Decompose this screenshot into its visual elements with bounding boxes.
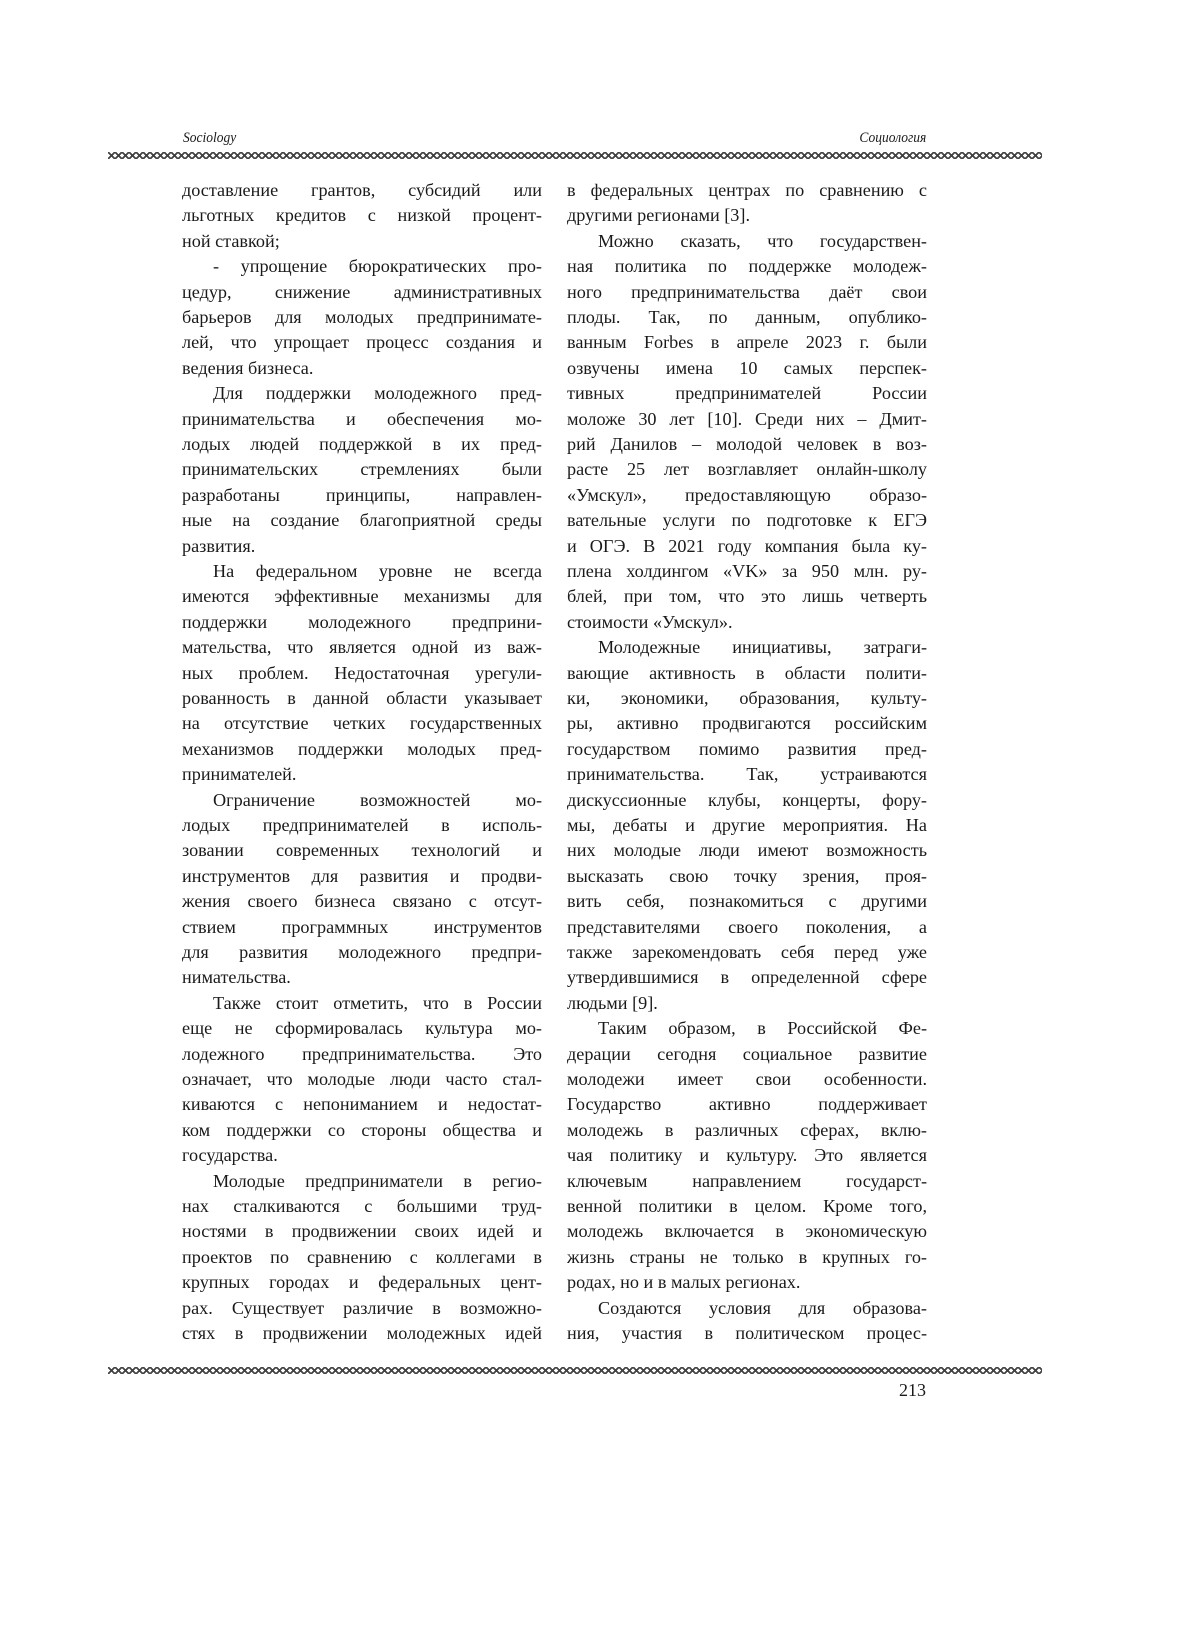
text-line: дискуссионные клубы, концерты, фору- (567, 788, 927, 813)
text-line: Можно сказать, что государствен- (567, 229, 927, 254)
text-line: в федеральных центрах по сравнению с (567, 178, 927, 203)
text-line: венной политики в целом. Кроме того, (567, 1194, 927, 1219)
text-line: молодежь включается в экономическую (567, 1219, 927, 1244)
text-line: цедур, снижение административных (182, 280, 542, 305)
text-line: родах, но и в малых регионах. (567, 1270, 927, 1295)
text-line: ки, экономики, образования, культу- (567, 686, 927, 711)
text-line: тивных предпринимателей России (567, 381, 927, 406)
text-line: для развития молодежного предпри- (182, 940, 542, 965)
text-line: Для поддержки молодежного пред- (182, 381, 542, 406)
text-line: Молодежные инициативы, затраги- (567, 635, 927, 660)
text-line: барьеров для молодых предпринимате- (182, 305, 542, 330)
text-line: вить себя, познакомиться с другими (567, 889, 927, 914)
text-line: ная политика по поддержке молодеж- (567, 254, 927, 279)
text-line: ния, участия в политическом процес- (567, 1321, 927, 1346)
text-line: нимательства. (182, 965, 542, 990)
text-line: озвучены имена 10 самых перспек- (567, 356, 927, 381)
text-line: жизнь страны не только в крупных го- (567, 1245, 927, 1270)
text-line: имеются эффективные механизмы для (182, 584, 542, 609)
text-line: принимательства и обеспечения мо- (182, 407, 542, 432)
text-line: лодых предпринимателей в исполь- (182, 813, 542, 838)
text-line: принимательских стремлениях были (182, 457, 542, 482)
text-line: ведения бизнеса. (182, 356, 542, 381)
text-line: стях в продвижении молодежных идей (182, 1321, 542, 1346)
text-line: людьми [9]. (567, 991, 927, 1016)
text-line: зовании современных технологий и (182, 838, 542, 863)
text-line: ры, активно продвигаются российским (567, 711, 927, 736)
page-number: 213 (899, 1380, 926, 1401)
text-line: жения своего бизнеса связано с отсут- (182, 889, 542, 914)
text-line: Молодые предприниматели в регио- (182, 1169, 542, 1194)
text-line: и ОГЭ. В 2021 году компания была ку- (567, 534, 927, 559)
text-line: вательные услуги по подготовке к ЕГЭ (567, 508, 927, 533)
decorative-rule-bottom (108, 1367, 1042, 1374)
text-line: развития. (182, 534, 542, 559)
text-line: плена холдингом «VK» за 950 млн. ру- (567, 559, 927, 584)
text-line: расте 25 лет возглавляет онлайн-школу (567, 457, 927, 482)
text-line: нах сталкиваются с большими труд- (182, 1194, 542, 1219)
text-line: означает, что молодые люди часто стал- (182, 1067, 542, 1092)
text-line: дерации сегодня социальное развитие (567, 1042, 927, 1067)
text-line: рах. Существует различие в возможно- (182, 1296, 542, 1321)
text-line: ные на создание благоприятной среды (182, 508, 542, 533)
text-line: государства. (182, 1143, 542, 1168)
running-header-left: Sociology (183, 130, 236, 147)
text-line: ных проблем. Недостаточная урегули- (182, 661, 542, 686)
text-line: Создаются условия для образова- (567, 1296, 927, 1321)
text-line: рий Данилов – молодой человек в воз- (567, 432, 927, 457)
text-line: государством помимо развития пред- (567, 737, 927, 762)
text-line: мы, дебаты и другие мероприятия. На (567, 813, 927, 838)
text-line: представителями своего поколения, а (567, 915, 927, 940)
text-line: - упрощение бюрократических про- (182, 254, 542, 279)
text-line: лодых людей поддержкой в их пред- (182, 432, 542, 457)
text-line: молодежь в различных сферах, вклю- (567, 1118, 927, 1143)
text-line: чая политику и культуру. Это является (567, 1143, 927, 1168)
decorative-rule-top (108, 152, 1042, 159)
text-line: Также стоит отметить, что в России (182, 991, 542, 1016)
text-line: лодежного предпринимательства. Это (182, 1042, 542, 1067)
text-line: Ограничение возможностей мо- (182, 788, 542, 813)
text-line: принимательства. Так, устраиваются (567, 762, 927, 787)
text-line: ной ставкой; (182, 229, 542, 254)
text-line: моложе 30 лет [10]. Среди них – Дмит- (567, 407, 927, 432)
text-line: ключевым направлением государст- (567, 1169, 927, 1194)
text-line: разработаны принципы, направлен- (182, 483, 542, 508)
text-line: принимателей. (182, 762, 542, 787)
text-line: механизмов поддержки молодых пред- (182, 737, 542, 762)
text-line: ванным Forbes в апреле 2023 г. были (567, 330, 927, 355)
text-line: на отсутствие четких государственных (182, 711, 542, 736)
text-line: Государство активно поддерживает (567, 1092, 927, 1117)
text-line: также зарекомендовать себя перед уже (567, 940, 927, 965)
text-line: вающие активность в области полити- (567, 661, 927, 686)
text-line: молодежи имеет свои особенности. (567, 1067, 927, 1092)
text-line: инструментов для развития и продви- (182, 864, 542, 889)
text-line: них молодые люди имеют возможность (567, 838, 927, 863)
running-header-right: Социология (859, 130, 926, 147)
text-line: Таким образом, в Российской Фе- (567, 1016, 927, 1041)
text-line: стоимости «Умскул». (567, 610, 927, 635)
text-line: крупных городах и федеральных цент- (182, 1270, 542, 1295)
text-line: ком поддержки со стороны общества и (182, 1118, 542, 1143)
text-line: мательства, что является одной из важ- (182, 635, 542, 660)
text-line: проектов по сравнению с коллегами в (182, 1245, 542, 1270)
text-line: «Умскул», предоставляющую образо- (567, 483, 927, 508)
text-line: льготных кредитов с низкой процент- (182, 203, 542, 228)
text-line: другими регионами [3]. (567, 203, 927, 228)
text-line: плоды. Так, по данным, опублико- (567, 305, 927, 330)
text-line: еще не сформировалась культура мо- (182, 1016, 542, 1041)
text-line: доставление грантов, субсидий или (182, 178, 542, 203)
text-line: ностями в продвижении своих идей и (182, 1219, 542, 1244)
text-line: лей, что упрощает процесс создания и (182, 330, 542, 355)
text-line: утвердившимися в определенной сфере (567, 965, 927, 990)
text-line: поддержки молодежного предприни- (182, 610, 542, 635)
text-line: рованность в данной области указывает (182, 686, 542, 711)
text-line: блей, при том, что это лишь четверть (567, 584, 927, 609)
text-line: высказать свою точку зрения, проя- (567, 864, 927, 889)
text-line: На федеральном уровне не всегда (182, 559, 542, 584)
text-line: киваются с непониманием и недостат- (182, 1092, 542, 1117)
text-line: ного предпринимательства даёт свои (567, 280, 927, 305)
text-line: ствием программных инструментов (182, 915, 542, 940)
